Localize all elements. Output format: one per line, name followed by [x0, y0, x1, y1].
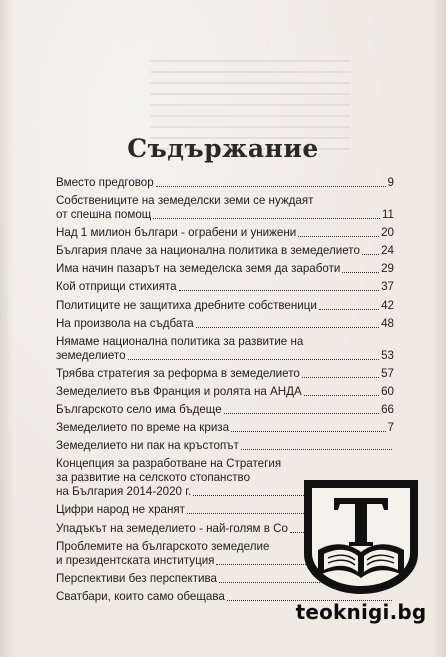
- watermark-logo: [286, 476, 436, 646]
- toc-entry-title-line: и президентската институция: [56, 553, 215, 567]
- toc-entry-title-line: Сватбари, които само обещава: [56, 589, 225, 603]
- toc-entry: [56, 299, 394, 313]
- toc-entry: [56, 335, 394, 363]
- toc-page-number: 60: [381, 384, 394, 398]
- toc-entry: [56, 367, 394, 381]
- toc-page-number: 57: [381, 366, 394, 380]
- toc-page-number: 29: [381, 262, 394, 276]
- toc-entry: [56, 385, 394, 399]
- dot-leader: [128, 359, 380, 360]
- toc-entry-title-line: Собствениците на земеделски земи се нуждаят: [56, 194, 314, 208]
- toc-entry-title-line: Цифри народ не хранят: [56, 503, 185, 517]
- toc-page-number: 53: [381, 348, 394, 362]
- dot-leader: [153, 218, 380, 219]
- dot-leader: [298, 236, 379, 237]
- toc-entry: [56, 226, 394, 240]
- toc-entry-title-line: Упадъкът на земеделието - най-голям в Со: [56, 521, 288, 535]
- toc-page-number: 66: [381, 403, 394, 417]
- toc-page-number: 42: [381, 298, 394, 312]
- toc-entry-title-line: Перспективи без перспектива: [56, 571, 217, 585]
- toc-entry-title-line: Над 1 милион българи - ограбени и унижени: [56, 226, 297, 240]
- dot-leader: [319, 309, 379, 310]
- dot-leader: [342, 272, 379, 273]
- toc-entry-title-line: Вместо предговор: [56, 176, 154, 189]
- dot-leader: [196, 327, 379, 328]
- toc-entry: [56, 194, 394, 222]
- toc-entry-title-line: Земеделието ни пак на кръстопът: [56, 439, 239, 453]
- toc-entry-title-line: Нямаме национална политика за развитие на: [56, 334, 304, 348]
- toc-entry: [56, 262, 394, 276]
- toc-entry: [56, 317, 394, 331]
- dot-leader: [224, 413, 379, 414]
- dot-leader: [304, 395, 379, 396]
- toc-entry: [56, 176, 394, 190]
- toc-entry: [56, 280, 394, 294]
- dot-leader: [362, 254, 379, 255]
- toc-page-number: 24: [381, 244, 394, 258]
- book-logo-icon: [296, 476, 426, 598]
- toc-page-number: 7: [387, 421, 394, 435]
- toc-entry-title-line: на България 2014-2020 г.: [56, 485, 192, 499]
- toc-entry-title-line: Земеделието във Франция и ролята на АНДА: [56, 384, 302, 398]
- dot-leader: [179, 290, 379, 291]
- toc-entry-title-line: Българското село има бъдеще: [56, 403, 222, 417]
- toc-page-number: 9: [387, 176, 394, 189]
- toc-entry: [56, 439, 394, 453]
- toc-entry-title-line: България плаче за национална политика в земеделието: [56, 244, 360, 258]
- dot-leader: [156, 186, 386, 187]
- toc-page-number: 37: [381, 280, 394, 294]
- toc-entry-title-line: Земеделието по време на криза: [56, 421, 230, 435]
- dot-leader: [241, 449, 392, 450]
- toc-entry-title-line: земеделието: [56, 348, 126, 362]
- toc-entry-title-line: Концепция за разработване на Стратегия: [56, 457, 282, 471]
- dot-leader: [302, 377, 379, 378]
- toc-entry-title-line: за развитие на селското стопанство: [56, 471, 251, 485]
- toc-page-number: 20: [381, 226, 394, 240]
- toc-entry: [56, 403, 394, 417]
- toc-entry-title-line: Има начин пазарът на земеделска земя да заработи: [56, 262, 341, 276]
- toc-page-number: 48: [381, 316, 394, 330]
- toc-entry: [56, 421, 394, 435]
- toc-entry-title-line: Политиците не защитиха дребните собственици: [56, 298, 317, 312]
- dot-leader: [231, 431, 385, 432]
- toc-entry-title-line: Кой отприщи стихията: [56, 280, 177, 294]
- toc-page-number: 11: [381, 208, 394, 222]
- page-title: Съдържание: [127, 134, 319, 163]
- toc-entry: [56, 244, 394, 258]
- toc-entry-title-line: На произвола на съдбата: [56, 316, 194, 330]
- watermark-brand: teoknigi.bg: [295, 600, 427, 624]
- toc-entry-title-line: Трябва стратегия за реформа в земеделието: [56, 366, 300, 380]
- toc-entry-title-line: Проблемите на българското земеделие: [56, 539, 270, 553]
- toc-entry-title-line: от спешна помощ: [56, 208, 152, 222]
